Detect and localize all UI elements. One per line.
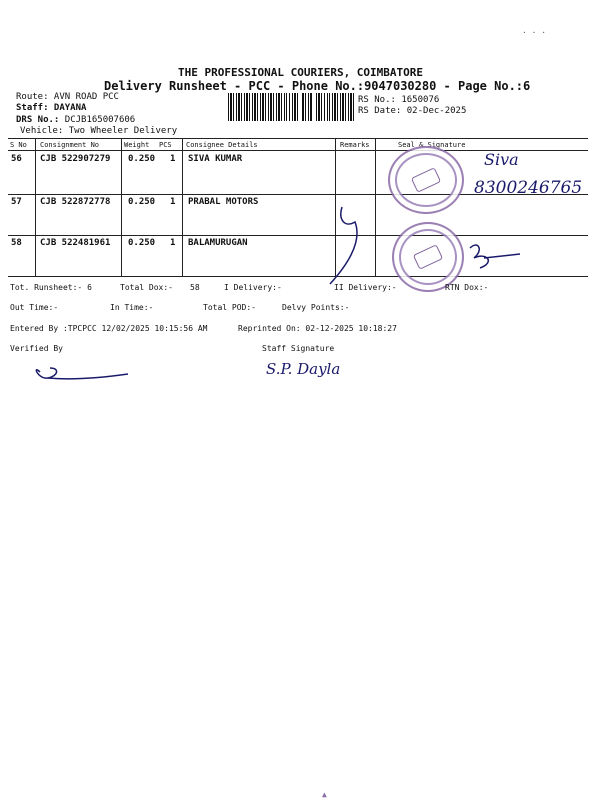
col-divider (335, 138, 336, 276)
table-top-border (8, 138, 588, 139)
scan-mark: ▲ (322, 790, 327, 799)
total-dox-label: Total Dox:- (120, 283, 173, 292)
rs-number: RS No.: 1650076 (358, 95, 440, 105)
ii-delivery: II Delivery:- (334, 283, 397, 292)
col-remarks: Remarks (340, 141, 370, 149)
tot-runsheet: Tot. Runsheet:- 6 (10, 283, 92, 292)
row-pcs: 1 (170, 197, 176, 207)
staff-signature: S.P. Dayla (266, 360, 341, 378)
handwritten-name: Siva (484, 150, 519, 169)
in-time: In Time:- (110, 303, 154, 312)
handwritten-phone: 8300246765 (474, 178, 583, 198)
drs-label: DRS No.: (16, 115, 60, 125)
row-pcs: 1 (170, 154, 176, 164)
barcode (228, 93, 354, 121)
row-consignment: CJB 522872778 (40, 197, 111, 207)
col-weight: Weight (124, 141, 150, 149)
drs-number (16, 115, 135, 125)
company-title: THE PROFESSIONAL COURIERS, COIMBATORE (178, 66, 424, 79)
row-sno: 56 (11, 154, 22, 164)
col-consignee: Consignee Details (186, 141, 258, 149)
seal-stamp (392, 222, 464, 292)
row-sno: 58 (11, 238, 22, 248)
staff-signature-label: Staff Signature (262, 344, 335, 353)
row-consignment: CJB 522481961 (40, 238, 111, 248)
col-pcs: PCS (159, 141, 172, 149)
col-sno: S No (10, 141, 27, 149)
entered-by: Entered By :TPCPCC 12/02/2025 10:15:56 AM (10, 324, 208, 333)
row-sno: 57 (11, 197, 22, 207)
row-divider (8, 235, 588, 236)
drs-value: DCJB165007606 (64, 115, 136, 125)
col-divider (35, 138, 36, 276)
corner-mark: · · · (522, 28, 547, 37)
total-dox-value: 58 (190, 283, 200, 292)
rtn-dox: RTN Dox:- (445, 283, 489, 292)
row-consignee: BALAMURUGAN (188, 238, 248, 248)
row-consignment: CJB 522907279 (40, 154, 111, 164)
col-seal-signature: Seal & Signature (398, 141, 466, 149)
i-delivery: I Delivery:- (224, 283, 282, 292)
total-pod: Total POD:- (203, 303, 256, 312)
row-consignee: PRABAL MOTORS (188, 197, 259, 207)
staff-label: Staff: DAYANA (16, 103, 87, 113)
row-weight: 0.250 (128, 238, 156, 248)
verified-by-label: Verified By (10, 344, 63, 353)
seal-stamp (388, 146, 464, 214)
vehicle-label: Vehicle: Two Wheeler Delivery (20, 126, 178, 136)
reprinted-on: Reprinted On: 02-12-2025 10:18:27 (238, 324, 397, 333)
row-consignee: SIVA KUMAR (188, 154, 243, 164)
row-pcs: 1 (170, 238, 176, 248)
col-divider (121, 138, 122, 276)
col-divider (182, 138, 183, 276)
route-label: Route: AVN ROAD PCC (16, 92, 119, 102)
col-divider (375, 138, 376, 276)
rs-date: RS Date: 02-Dec-2025 (358, 106, 467, 116)
delvy-points: Delvy Points:- (282, 303, 350, 312)
row-weight: 0.250 (128, 154, 156, 164)
table-bottom-border (8, 276, 588, 277)
col-consignment: Consignment No (40, 141, 100, 149)
runsheet-title: Delivery Runsheet - PCC - Phone No.:9047030280 - Page No.:6 (104, 79, 531, 93)
out-time: Out Time:- (10, 303, 59, 312)
row-weight: 0.250 (128, 197, 156, 207)
